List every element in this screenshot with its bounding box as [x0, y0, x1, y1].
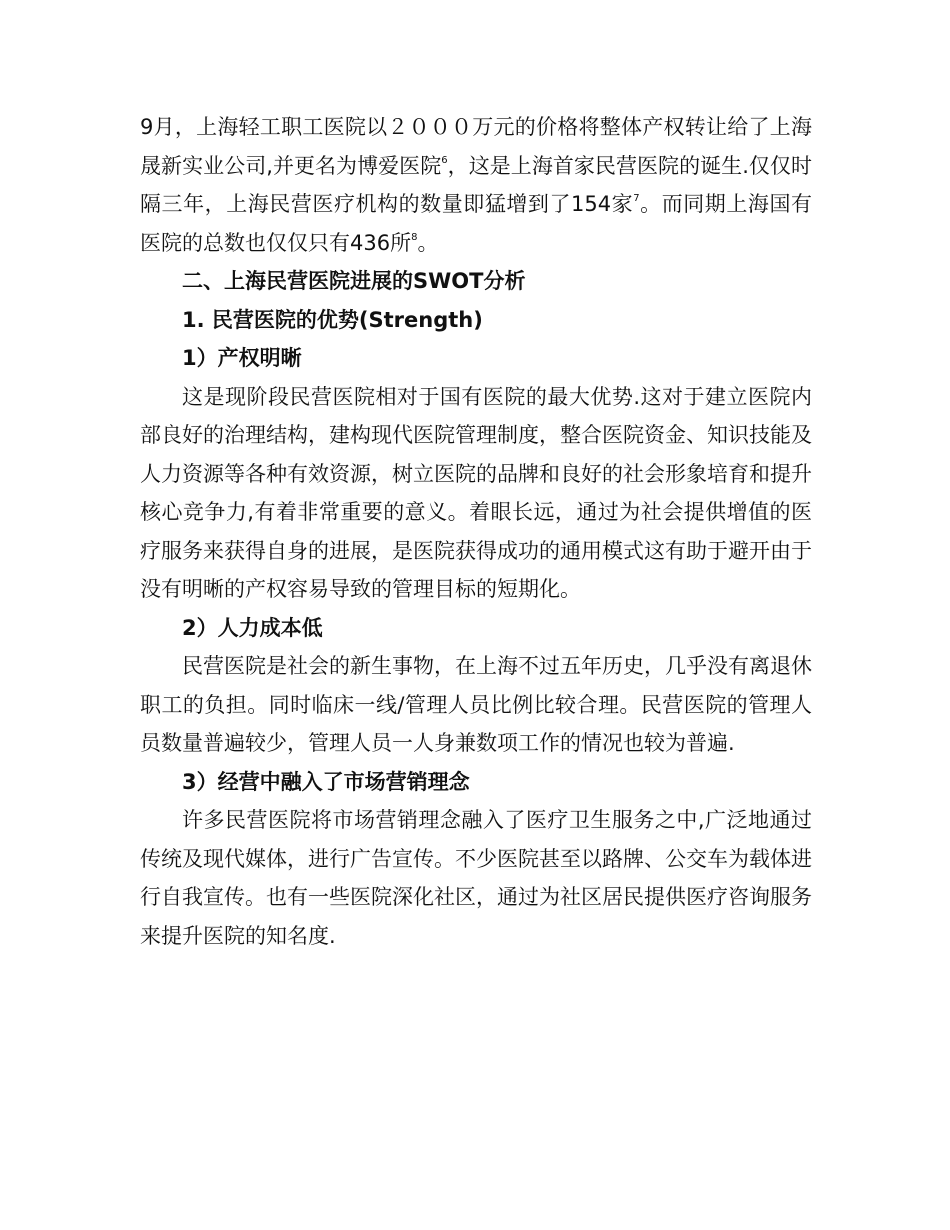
document-body	[140, 108, 812, 955]
text-run: 。	[417, 230, 439, 255]
paragraph-2: 民营医院是社会的新生事物，在上海不过五年历史，几乎没有离退休职工的负担。同时临床一线/管理人员比例比较合理。民营医院的管理人员数量普遍较少，管理人员一人身兼数项工作的情况也较为普遍.	[140, 654, 812, 755]
paragraph-3: 许多民营医院将市场营销理念融入了医疗卫生服务之中,广泛地通过传统及现代媒体，进行广告宣传。不少医院甚至以路牌、公交车为载体进行自我宣传。也有一些医院深化社区，通过为社区居民提供医疗咨询服务来提升医院的知名度.	[140, 808, 812, 948]
item-heading-1: 1）产权明晰	[182, 346, 302, 370]
paragraph-1: 这是现阶段民营医院相对于国有医院的最大优势.这对于建立医院内部良好的治理结构，建构现代医院管理制度，整合医院资金、知识技能及人力资源等各种有效资源，树立医院的品牌和良好的社会形象培育和提升核心竞争力,有着非常重要的意义。着眼长远，通过为社会提供增值的医疗服务来获得自身的进展，是医院获得成功的通用模式这有助于避开由于没有明晰的产权容易导致的管理目标的短期化。	[140, 384, 812, 601]
text-run: ，这是上海首家民营医院的诞生.仅仅时隔三年，上海民营医疗机构的数量即猛增到了154家	[140, 153, 812, 216]
paragraph-intro	[140, 108, 812, 262]
item-heading-2: 2）人力成本低	[182, 615, 323, 640]
item-heading-3: 3）经营中融入了市场营销理念	[182, 769, 470, 794]
footnote-ref: 7	[633, 193, 640, 204]
section-heading: 二、上海民营医院进展的SWOT分析	[182, 269, 526, 293]
footnote-ref: 6	[441, 154, 448, 166]
text-run: 。而同期上海国有医院的总数也仅仅只有436所	[140, 192, 813, 255]
footnote-ref: 8	[411, 231, 418, 243]
text-run: 9月，上海轻工职工医院以２０００万元的价格将整体产权转让给了上海晟新实业公司,并更名为博爱医院	[140, 115, 812, 178]
subsection-heading: 1. 民营医院的优势(Strength)	[182, 307, 483, 332]
